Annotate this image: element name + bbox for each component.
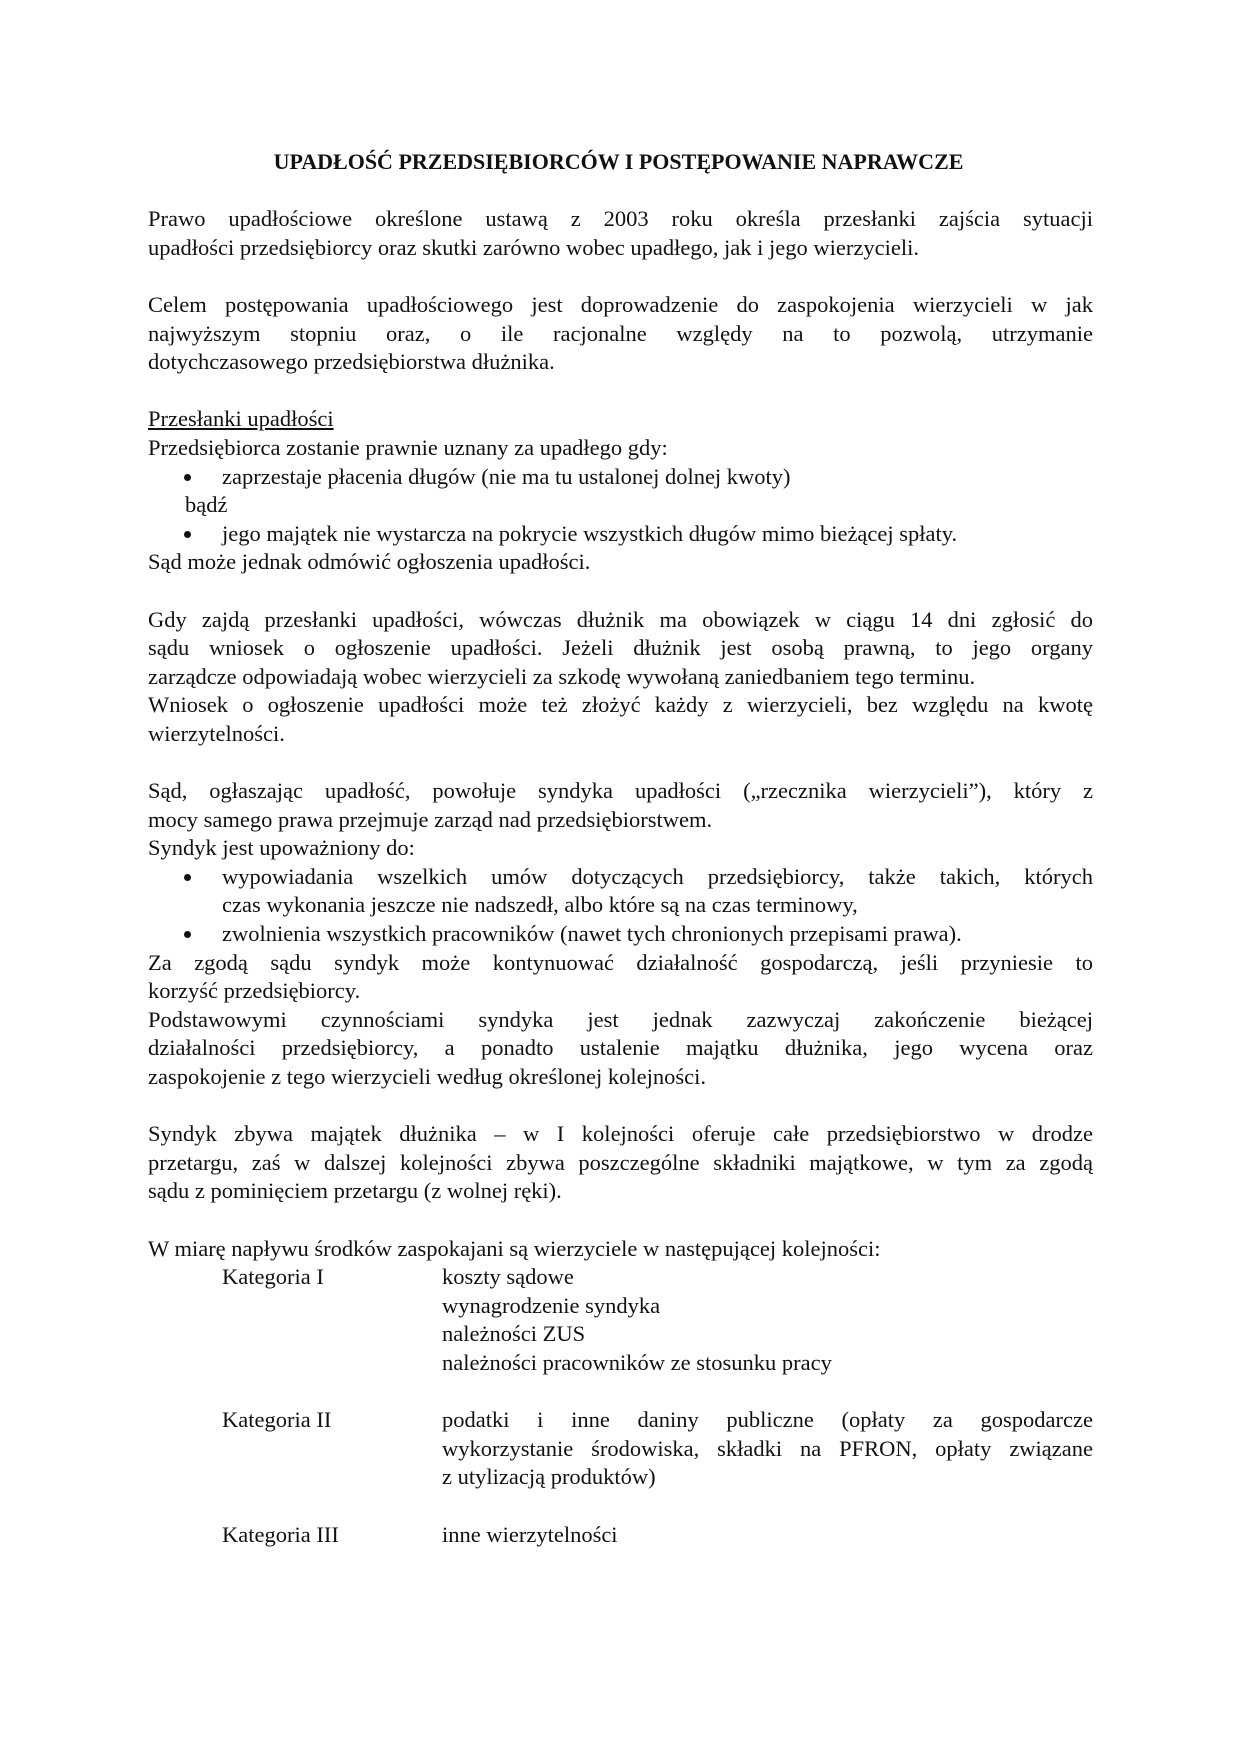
text-line: działalności przedsiębiorcy, a ponadto ustalenie majątku dłużnika, jego wycena oraz — [148, 1035, 1093, 1061]
category-item: podatki i inne daniny publiczne (opłaty za gospodarcze — [442, 1407, 1093, 1433]
bullet-item — [148, 463, 1093, 492]
category-item: inne wierzytelności — [442, 1521, 618, 1547]
category-row — [148, 1406, 1093, 1492]
bullet-item — [148, 863, 1093, 920]
text-line: bądź — [185, 492, 228, 518]
bullet-text: zwolnienia wszystkich pracowników (nawet tych chronionych przepisami prawa). — [222, 921, 962, 947]
bullet-icon — [184, 474, 191, 481]
text-line: sądu wniosek o ogłoszenie upadłości. Jeżeli dłużnik jest osobą prawną, to jego organy — [148, 635, 1093, 661]
category-item: wykorzystanie środowiska, składki na PFRON, opłaty związane — [442, 1435, 1093, 1461]
bullet-item — [148, 520, 1093, 549]
bullet-text: zaprzestaje płacenia długów (nie ma tu ustalonej dolnej kwoty) — [222, 463, 791, 489]
category-item: z utylizacją produktów) — [442, 1464, 656, 1490]
text-line: Syndyk jest upoważniony do: — [148, 835, 415, 861]
bullet-text: jego majątek nie wystarcza na pokrycie wszystkich długów mimo bieżącej spłaty. — [222, 520, 958, 546]
section-heading: Przesłanki upadłości — [148, 406, 334, 432]
text-line: Sąd może jednak odmówić ogłoszenia upadłości. — [148, 549, 591, 575]
bullet-text: wypowiadania wszelkich umów dotyczących przedsiębiorcy, także takich, których — [222, 863, 1093, 889]
text-line: mocy samego prawa przejmuje zarząd nad przedsiębiorstwem. — [148, 806, 713, 832]
paragraph-trustee — [148, 777, 1093, 1092]
text-line: Gdy zajdą przesłanki upadłości, wówczas dłużnik ma obowiązek w ciągu 14 dni zgłosić do — [148, 606, 1093, 632]
text-line: sądu z pominięciem przetargu (z wolnej ręki). — [148, 1178, 562, 1204]
text-line: zarządcze odpowiadają wobec wierzycieli za szkodę wywołaną zaniedbaniem tego terminu. — [148, 663, 976, 689]
section-premises — [148, 405, 1093, 577]
document-title: UPADŁOŚĆ PRZEDSIĘBIORCÓW I POSTĘPOWANIE NAPRAWCZE — [273, 149, 964, 174]
text-line: Syndyk zbywa majątek dłużnika – w I kolejności oferuje całe przedsiębiorstwo w drodze — [148, 1121, 1093, 1147]
text-line: Wniosek o ogłoszenie upadłości może też złożyć każdy z wierzycieli, bez względu na kwotę — [148, 692, 1093, 718]
category-label: Kategoria III — [222, 1521, 339, 1547]
category-row — [148, 1263, 1093, 1377]
text-line: Sąd, ogłaszając upadłość, powołuje syndyka upadłości („rzecznika wierzycieli”), który z — [148, 778, 1093, 804]
text-line: przetargu, zaś w dalszej kolejności zbywa poszczególne składniki majątkowe, w tym za zgodą — [148, 1149, 1093, 1175]
bullet-text: czas wykonania jeszcze nie nadszedł, albo które są na czas terminowy, — [222, 892, 858, 918]
category-row — [148, 1521, 1093, 1550]
document-page — [148, 148, 1093, 1549]
text-line: Podstawowymi czynnościami syndyka jest jednak zazwyczaj zakończenie bieżącej — [148, 1006, 1093, 1032]
category-label: Kategoria I — [222, 1264, 324, 1290]
category-item: należności pracowników ze stosunku pracy — [442, 1349, 832, 1375]
text-line: korzyść przedsiębiorcy. — [148, 978, 361, 1004]
paragraph-sale — [148, 1120, 1093, 1206]
text-line: dotychczasowego przedsiębiorstwa dłużnika. — [148, 349, 555, 375]
text-line: Za zgodą sądu syndyk może kontynuować działalność gospodarczą, jeśli przyniesie to — [148, 949, 1093, 975]
bullet-item — [148, 920, 1093, 949]
text-line: wierzytelności. — [148, 720, 285, 746]
category-label: Kategoria II — [222, 1407, 332, 1433]
category-item: wynagrodzenie syndyka — [442, 1292, 661, 1318]
text-line: Przedsiębiorca zostanie prawnie uznany za upadłego gdy: — [148, 434, 668, 460]
category-item: należności ZUS — [442, 1321, 586, 1347]
category-item: koszty sądowe — [442, 1264, 574, 1290]
paragraph-intro — [148, 205, 1093, 262]
paragraph-filing — [148, 606, 1093, 749]
text-line: Prawo upadłościowe określone ustawą z 2003 roku określa przesłanki zajścia sytuacji — [148, 206, 1093, 232]
text-line: upadłości przedsiębiorcy oraz skutki zarówno wobec upadłego, jak i jego wierzycieli. — [148, 234, 919, 260]
bullet-icon — [184, 874, 191, 881]
text-line: zaspokojenie z tego wierzycieli według określonej kolejności. — [148, 1064, 706, 1089]
text-line: W miarę napływu środków zaspokajani są wierzyciele w następującej kolejności: — [148, 1235, 881, 1261]
bullet-icon — [184, 931, 191, 938]
text-line: najwyższym stopniu oraz, o ile racjonalne względy na to pozwolą, utrzymanie — [148, 320, 1093, 346]
text-line: Celem postępowania upadłościowego jest doprowadzenie do zaspokojenia wierzycieli w jak — [148, 291, 1093, 317]
paragraph-goal — [148, 291, 1093, 377]
bullet-icon — [184, 531, 191, 538]
